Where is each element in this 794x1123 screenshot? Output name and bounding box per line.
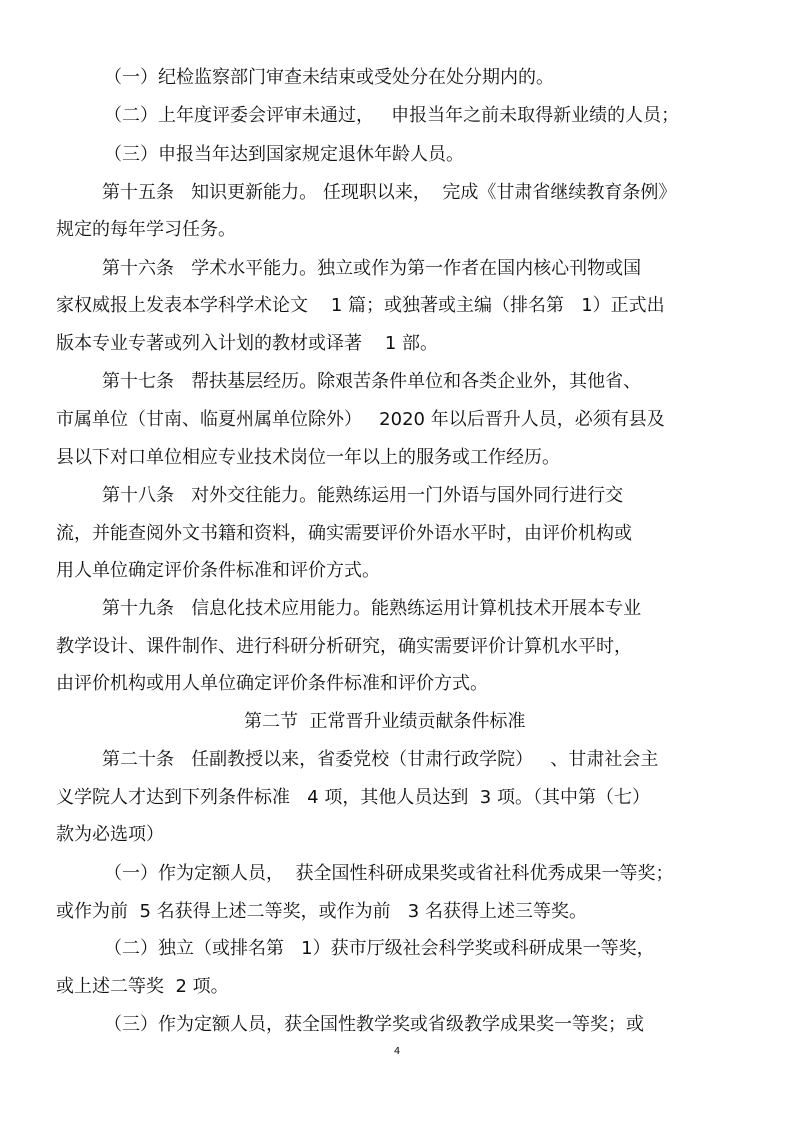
section-heading: 第二节 正常晋升业绩贡献条件标准 (244, 711, 526, 732)
text-line: 或上述二等奖 2 项。 (56, 976, 229, 997)
text-line: 第十六条 学术水平能力。独立或作为第一作者在国内核心刊物或国 (102, 258, 642, 279)
text-line: 规定的每年学习任务。 (56, 219, 236, 240)
text-line: （三）申报当年达到国家规定退休年龄人员。 (104, 144, 464, 165)
text-line: 第十七条 帮扶基层经历。除艰苦条件单位和各类企业外，其他省、 (102, 371, 642, 392)
text-line: （二）独立（或排名第 1）获市厅级社会科学奖或科研成果一等奖， (104, 938, 655, 959)
text-line: 市属单位（甘南、临夏州属单位除外） 2020 年以后晋升人员，必须有县及 (56, 409, 665, 430)
text-line: （三）作为定额人员，获全国性教学奖或省级教学成果奖一等奖；或 (104, 1014, 644, 1035)
page-number: 4 (393, 1046, 401, 1057)
text-line: 第十八条 对外交往能力。能熟练运用一门外语与国外同行进行交 (102, 485, 624, 506)
text-line: 县以下对口单位相应专业技术岗位一年以上的服务或工作经历。 (56, 447, 560, 468)
text-line: 版本专业专著或列入计划的教材或译著 1 部。 (56, 333, 439, 354)
text-line: 流，并能查阅外文书籍和资料，确实需要评价外语水平时，由评价机构或 (56, 523, 632, 544)
text-line: 由评价机构或用人单位确定评价条件标准和评价方式。 (56, 673, 488, 694)
text-line: 用人单位确定评价条件标准和评价方式。 (56, 560, 380, 581)
text-line: 义学院人才达到下列条件标准 4 项，其他人员达到 3 项。（其中第（七） (56, 787, 650, 808)
text-line: 第二十条 任副教授以来，省委党校（甘肃行政学院） 、甘肃社会主 (102, 749, 659, 770)
text-line: 或作为前 5 名获得上述二等奖，或作为前 3 名获得上述三等奖。 (56, 901, 587, 922)
text-line: 家权威报上发表本学科学术论文 1 篇；或独著或主编（排名第 1）正式出 (56, 295, 665, 316)
text-line: （二）上年度评委会评审未通过， 申报当年之前未取得新业绩的人员； (104, 105, 680, 126)
text-line: （一）纪检监察部门审查未结束或受处分在处分期内的。 (104, 67, 554, 88)
text-line: 第十五条 知识更新能力。 任现职以来， 完成《甘肃省继续教育条例》 (102, 182, 677, 203)
text-line: （一）作为定额人员， 获全国性科研成果奖或省社科优秀成果一等奖； (104, 863, 674, 884)
text-line: 款为必选项） (56, 824, 164, 845)
text-line: 第十九条 信息化技术应用能力。能熟练运用计算机技术开展本专业 (102, 598, 642, 619)
text-line: 教学设计、课件制作、进行科研分析研究，确实需要评价计算机水平时， (56, 636, 632, 657)
